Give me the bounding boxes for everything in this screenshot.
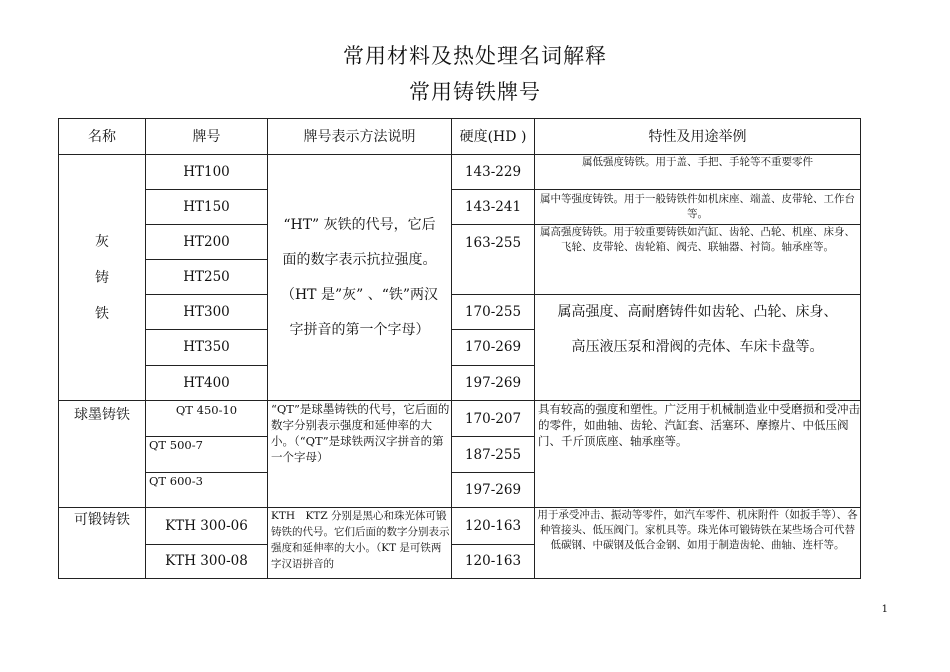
hardness-cell: 187-255 <box>452 437 535 473</box>
ductile-iron-use: 具有较高的强度和塑性。广泛用于机械制造业中受磨损和受冲击的零件，如曲轴、齿轮、汽缸套、活塞环、摩擦片、中低压阀门、千斤顶底座、轴承座等。 <box>535 401 861 508</box>
grade-cell: HT350 <box>146 330 268 365</box>
ductile-iron-method: “QT”是球墨铸铁的代号，它后面的数字分别表示强度和延伸率的大小。（“QT”是球铁两汉字拼音的第一个字母） <box>268 401 452 508</box>
table-row <box>59 155 861 190</box>
method-line: （HT 是”灰” 、“铁”两汉 <box>280 286 439 303</box>
use-cell <box>535 295 861 401</box>
header-use: 特性及用途举例 <box>535 119 861 155</box>
hardness-cell: 143-241 <box>452 190 535 225</box>
hardness-cell: 170-207 <box>452 401 535 437</box>
malleable-iron-method: KTH KTZ 分别是黑心和珠光体可锻铸铁的代号。它们后面的数字分别表示强度和延伸率的大小。（KT 是可铁两字汉语拼音的 <box>268 508 452 579</box>
grade-cell: HT150 <box>146 190 268 225</box>
table-row <box>59 225 861 260</box>
use-cell: 属高强度铸铁。用于较重要铸铁如汽缸、齿轮、凸轮、机座、床身、飞轮、皮带轮、齿轮箱、阀壳、联轴器、衬筒。轴承座等。 <box>535 225 861 295</box>
use-cell: 属中等强度铸铁。用于一般铸铁件如机床座、端盖、皮带轮、工作台等。 <box>535 190 861 225</box>
table-row <box>59 508 861 545</box>
use-cell: 属低强度铸铁。用于盖、手把、手轮等不重要零件 <box>535 155 861 190</box>
grade-cell: HT300 <box>146 295 268 330</box>
method-line: 面的数字表示抗拉强度。 <box>282 251 437 268</box>
grade-cell: HT100 <box>146 155 268 190</box>
hardness-cell: 170-269 <box>452 330 535 365</box>
hardness-cell: 120-163 <box>452 508 535 545</box>
header-grade: 牌号 <box>146 119 268 155</box>
hardness-cell: 197-269 <box>452 473 535 508</box>
gray-iron-method <box>268 155 452 401</box>
grade-cell: KTH 300-06 <box>146 508 268 545</box>
use-line: 属高强度、高耐磨铸件如齿轮、凸轮、床身、 <box>557 304 838 320</box>
method-line: “HT” 灰铁的代号，它后 <box>283 216 436 233</box>
table-row <box>59 190 861 225</box>
hardness-cell: 143-229 <box>452 155 535 190</box>
gray-iron-char: 铸 <box>95 269 109 286</box>
gray-iron-name <box>59 155 146 401</box>
page-number: 1 <box>881 604 888 615</box>
grade-cell: KTH 300-08 <box>146 544 268 579</box>
header-hardness: 硬度(HD ) <box>452 119 535 155</box>
grade-cell: QT 450-10 <box>146 401 268 437</box>
cast-iron-table <box>58 118 861 579</box>
hardness-cell: 197-269 <box>452 365 535 400</box>
header-row <box>59 119 861 155</box>
document-subtitle: 常用铸铁牌号 <box>409 80 541 104</box>
grade-cell: QT 600-3 <box>146 473 268 508</box>
ductile-iron-name: 球墨铸铁 <box>59 401 146 508</box>
header-method: 牌号表示方法说明 <box>268 119 452 155</box>
gray-iron-char: 铁 <box>95 305 109 322</box>
use-line: 高压液压泵和滑阀的壳体、车床卡盘等。 <box>571 339 824 355</box>
malleable-iron-use: 用于承受冲击、振动等零件，如汽车零件、机床附件（如扳手等）、各种管接头、低压阀门。家机具等。珠光体可锻铸铁在某些场合可代替低碳钢、中碳钢及低合金钢、如用于制造齿轮、曲轴、连杆等。 <box>535 508 861 579</box>
header-name: 名称 <box>59 119 146 155</box>
malleable-iron-name: 可锻铸铁 <box>59 508 146 579</box>
hardness-cell: 163-255 <box>452 225 535 295</box>
table-row <box>59 295 861 330</box>
table-row <box>59 401 861 437</box>
gray-iron-char: 灰 <box>95 233 109 250</box>
grade-cell: QT 500-7 <box>146 437 268 473</box>
hardness-cell: 170-255 <box>452 295 535 330</box>
method-line: 字拼音的第一个字母） <box>289 321 430 338</box>
hardness-cell: 120-163 <box>452 544 535 579</box>
document-title: 常用材料及热处理名词解释 <box>343 44 607 68</box>
grade-cell: HT200 <box>146 225 268 260</box>
grade-cell: HT400 <box>146 365 268 400</box>
grade-cell: HT250 <box>146 260 268 295</box>
